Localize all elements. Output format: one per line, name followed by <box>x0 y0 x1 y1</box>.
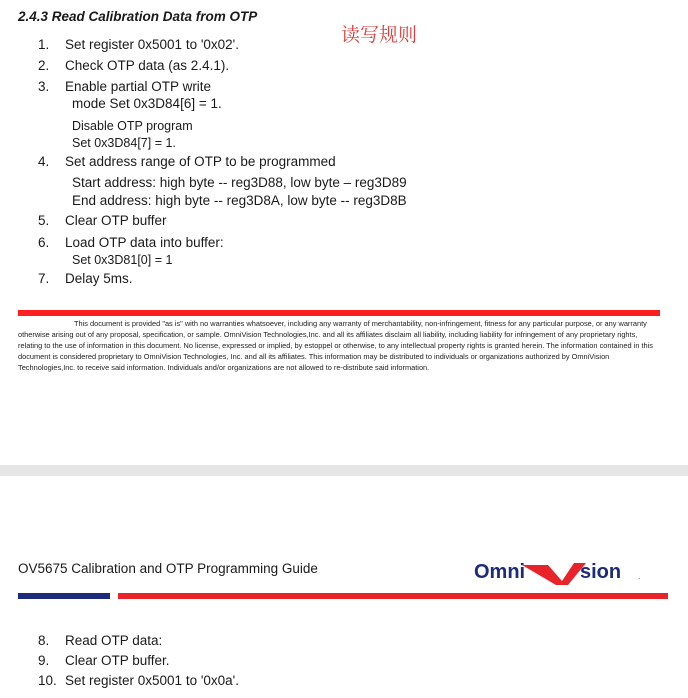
step-number: 6. <box>38 235 50 250</box>
step-text: Set register 0x5001 to '0x02'. <box>65 37 240 52</box>
substep-text: Disable OTP program <box>72 119 193 133</box>
omnivision-logo <box>474 557 650 585</box>
step-text: Enable partial OTP write <box>65 79 212 94</box>
step-text: Check OTP data (as 2.4.1). <box>65 58 230 73</box>
step-number: 10. <box>38 673 57 688</box>
svg-text:.: . <box>638 572 641 581</box>
list-item <box>38 154 336 169</box>
svg-text:sion: sion <box>580 561 622 583</box>
step-text: Delay 5ms. <box>65 271 133 286</box>
list-item <box>38 58 229 73</box>
svg-text:Omni: Omni <box>474 561 526 583</box>
document-title: OV5675 Calibration and OTP Programming Guide <box>18 561 318 576</box>
list-item <box>38 79 211 94</box>
step-text: Clear OTP buffer. <box>65 653 170 668</box>
step-number: 5. <box>38 213 50 228</box>
step-number: 4. <box>38 154 50 169</box>
step-number: 8. <box>38 633 50 648</box>
step-text: Set register 0x5001 to '0x0a'. <box>65 673 240 688</box>
list-item <box>38 653 170 668</box>
page-break <box>0 465 688 476</box>
list-item <box>38 673 239 688</box>
handwritten-annotation: 读写规则 <box>341 24 418 46</box>
step-number: 2. <box>38 58 50 73</box>
red-divider <box>118 593 668 599</box>
step-text: Clear OTP buffer <box>65 213 167 228</box>
list-item <box>38 213 167 228</box>
step-text: Read OTP data: <box>65 633 163 648</box>
substep-text: Start address: high byte -- reg3D88, low byte – reg3D89 <box>72 175 407 190</box>
list-item <box>38 37 239 52</box>
step-number: 7. <box>38 271 50 286</box>
list-item <box>38 271 133 286</box>
substep-text: End address: high byte -- reg3D8A, low byte -- reg3D8B <box>72 193 407 208</box>
step-text: Set address range of OTP to be programmed <box>65 154 336 169</box>
red-divider <box>18 310 660 316</box>
step-number: 3. <box>38 79 50 94</box>
step-number: 9. <box>38 653 50 668</box>
substep-text: Set 0x3D84[7] = 1. <box>72 136 176 150</box>
substep-text: mode Set 0x3D84[6] = 1. <box>72 96 222 111</box>
section-heading: 2.4.3 Read Calibration Data from OTP <box>18 9 258 24</box>
navy-divider <box>18 593 110 599</box>
substep-text: Set 0x3D81[0] = 1 <box>72 253 173 267</box>
step-number: 1. <box>38 37 50 52</box>
list-item <box>38 235 224 250</box>
list-item <box>38 633 162 648</box>
disclaimer-text: This document is provided "as is" with no warranties whatsoever, including any warranty of merchantability, non-infringement, fitness for any particular purpose, or any warranty otherwise arising out of any proposal, specification, or sample. OmniVision Technologies,Inc. and all its affiliates disclaim all liability, including liability for infringement of any proprietary rights, relating to the use of information in this document. No license, expressed or implied, by estoppel or otherwise, to any intellectual property rights is granted herein. The information contained in this document is considered proprietary to OmniVision Technologies, Inc. and all its affiliates. This information may be distributed to individuals or organizations authorized by OmniVision Technologies,Inc. to receive said information. Individuals and/or organizations are not allowed to re-distribute said information. <box>18 319 653 372</box>
step-text: Load OTP data into buffer: <box>65 235 224 250</box>
